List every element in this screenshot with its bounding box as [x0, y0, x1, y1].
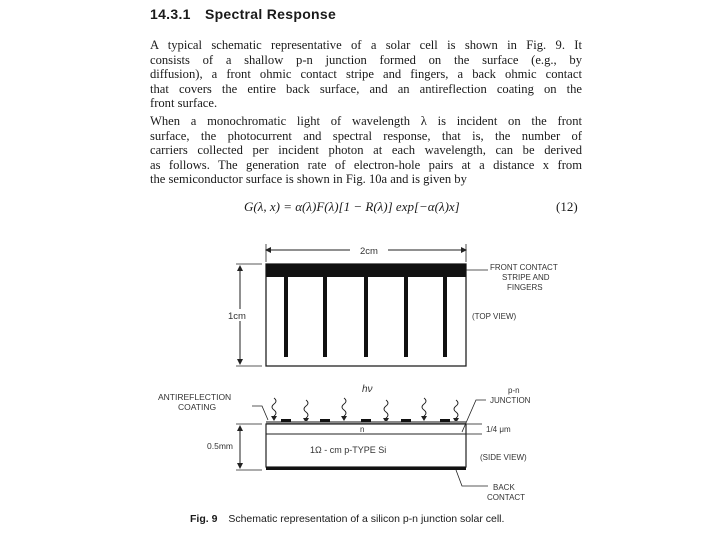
contact-finger-4	[404, 277, 408, 357]
equation-number: (12)	[556, 199, 578, 214]
light-ray-3	[342, 398, 346, 416]
light-ray-1-head	[271, 416, 277, 421]
paragraph-2-line-3: carriers collected per incident photon at each wavelength, can be derived	[150, 143, 582, 158]
top-view-label: (TOP VIEW)	[472, 312, 517, 321]
contact-finger-1	[284, 277, 288, 357]
light-ray-5-head	[421, 416, 427, 421]
antireflection-label-line-1: ANTIREFLECTION	[158, 392, 232, 402]
front-contact-label-line-3: FINGERS	[507, 283, 543, 292]
contact-fingers	[284, 277, 447, 357]
light-ray-4	[384, 400, 388, 418]
finger-section-2	[320, 419, 330, 422]
light-ray-2	[304, 400, 308, 418]
figure-caption-label: Fig. 9	[190, 513, 218, 525]
pn-junction-label-line-2: JUNCTION	[490, 396, 531, 405]
contact-finger-3	[364, 277, 368, 357]
equation-12: G(λ, x) = α(λ)F(λ)[1 − R(λ)] exp[−α(λ)x]	[244, 199, 460, 214]
light-ray-1	[272, 398, 276, 416]
substrate-label: 1Ω - cm p-TYPE Si	[310, 445, 387, 455]
thickness-label: 0.5mm	[207, 441, 233, 451]
pn-junction-label-line-1: p-n	[508, 386, 520, 395]
antireflection-leader	[252, 406, 268, 420]
back-contact-label-line-2: CONTACT	[487, 493, 526, 502]
light-ray-3-head	[341, 416, 347, 421]
contact-finger-5	[443, 277, 447, 357]
figure-caption	[190, 513, 504, 525]
paragraph-2-line-1: When a monochromatic light of wavelength λ is incident on the front	[150, 114, 582, 128]
figure-caption-text: Schematic representation of a silicon p-n junction solar cell.	[228, 513, 505, 525]
light-ray-5	[422, 398, 426, 416]
light-ray-6	[454, 400, 458, 418]
paragraph-1-line-5: front surface.	[150, 96, 218, 111]
paragraph-1-line-1: A typical schematic representative of a solar cell is shown in Fig. 9. It	[150, 38, 582, 52]
finger-section-4	[401, 419, 411, 422]
thickness-dimension	[206, 424, 262, 470]
side-view-label: (SIDE VIEW)	[480, 453, 527, 462]
finger-section-5	[440, 419, 450, 422]
junction-depth-label: 1/4 μm	[486, 425, 511, 434]
back-contact-leader	[456, 470, 488, 486]
contact-finger-2	[323, 277, 327, 357]
n-layer-label: n	[360, 425, 365, 434]
paragraph-2-line-2: surface, the photocurrent and spectral response, that is, the number of	[150, 128, 582, 143]
width-dimension	[266, 243, 466, 262]
antireflection-label-line-2: COATING	[178, 402, 217, 412]
height-label: 1cm	[228, 311, 246, 322]
paragraph-2-line-4: as follows. The generation rate of electron-hole pairs at a distance x from	[150, 157, 582, 172]
width-label: 2cm	[360, 246, 378, 257]
paragraph-1-line-4: that covers the entire back surface, and an antireflection coating on the	[150, 81, 582, 96]
incident-light-rays	[272, 398, 458, 418]
height-dimension	[224, 264, 262, 366]
finger-section-3	[361, 419, 371, 422]
front-contact-label-line-1: FRONT CONTACT	[490, 263, 558, 272]
paragraph-2-line-5: the semiconductor surface is shown in Fig. 10a and is given by	[150, 172, 467, 187]
paragraph-1-line-2: consists of a shallow p-n junction formed on the surface (e.g., by	[150, 52, 582, 67]
finger-section-1	[281, 419, 291, 422]
section-title: Spectral Response	[204, 6, 337, 22]
paragraph-1-line-3: diffusion), a front ohmic contact stripe and fingers, a back ohmic contact	[150, 67, 582, 82]
light-label: hν	[362, 384, 373, 395]
back-contact-label-line-1: BACK	[493, 483, 515, 492]
front-contact-label-line-2: STRIPE AND	[502, 273, 550, 282]
front-contact-stripe	[266, 264, 466, 277]
section-number: 14.3.1	[150, 6, 191, 22]
back-contact-layer	[266, 467, 466, 470]
